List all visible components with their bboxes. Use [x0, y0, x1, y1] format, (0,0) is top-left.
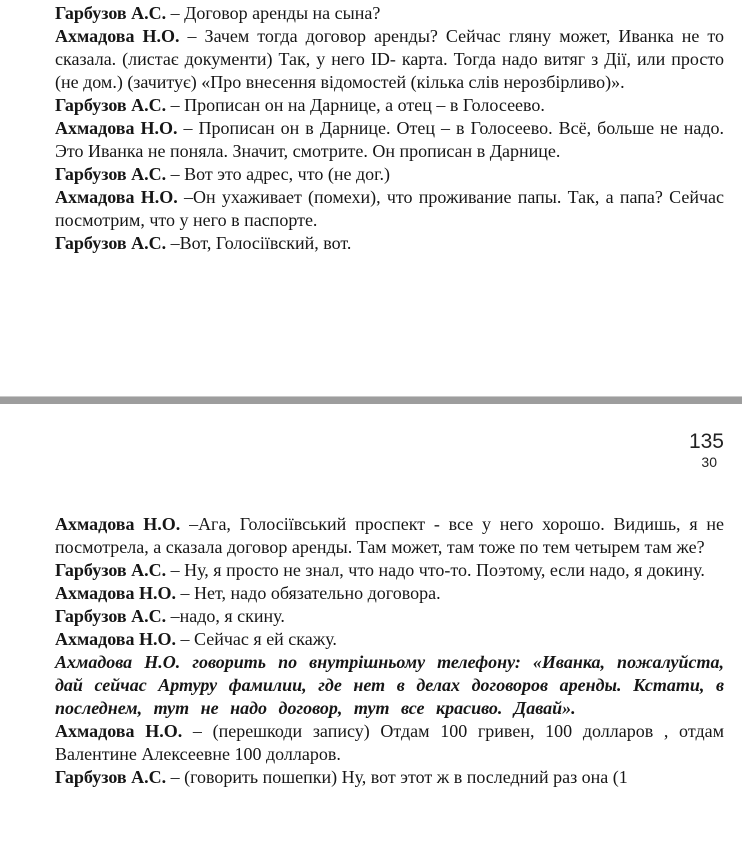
internal-phone-remark: [55, 651, 724, 720]
dialogue-paragraph: [55, 2, 724, 25]
dialogue-text: –надо, я скину.: [170, 606, 285, 626]
dialogue-text: – Прописан он в Дарнице. Отец – в Голосеево. Всё, больше не надо. Это Иванка не поняла. Значит, смотрите. Он прописан в Дарнице.: [55, 118, 724, 161]
dialogue-paragraph: [55, 232, 724, 255]
dialogue-text: – Договор аренды на сына?: [170, 3, 381, 23]
speaker-name: Гарбузов А.С.: [55, 164, 167, 184]
speaker-name: Ахмадова Н.О.: [55, 583, 177, 603]
dialogue-paragraph: [55, 559, 724, 582]
dialogue-text: – Сейчас я ей скажу.: [180, 629, 337, 649]
page2-transcript: [55, 513, 724, 789]
speaker-name: Гарбузов А.С.: [55, 560, 167, 580]
speaker-name: Гарбузов А.С.: [55, 233, 167, 253]
dialogue-text: – (говорить пошепки) Ну, вот этот ж в последний раз она (1: [170, 767, 628, 787]
dialogue-text: – Ну, я просто не знал, что надо что-то. Поэтому, если надо, я докину.: [170, 560, 705, 580]
page-number-block: [689, 430, 724, 470]
dialogue-paragraph: [55, 582, 724, 605]
dialogue-text: – (перешкоди запису) Отдам 100 гривен, 100 долларов , отдам Валентине Алексеевне 100 долларов.: [55, 721, 724, 764]
dialogue-text: – Нет, надо обязательно договора.: [180, 583, 441, 603]
speaker-name: Ахмадова Н.О.: [55, 721, 183, 741]
page-number-secondary: 30: [701, 454, 717, 470]
dialogue-paragraph: [55, 163, 724, 186]
dialogue-paragraph: [55, 628, 724, 651]
speaker-name: Ахмадова Н.О.: [55, 652, 181, 672]
speaker-name: Гарбузов А.С.: [55, 95, 167, 115]
dialogue-text: –Он ухаживает (помехи), что проживание папы. Так, а папа? Сейчас посмотрим, что у него в паспорте.: [55, 187, 725, 230]
dialogue-paragraph: [55, 25, 724, 94]
speaker-name: Гарбузов А.С.: [55, 767, 167, 787]
dialogue-paragraph: [55, 117, 724, 163]
page-number: 135: [688, 430, 724, 453]
speaker-name: Ахмадова Н.О.: [55, 26, 180, 46]
dialogue-paragraph: [55, 720, 724, 766]
dialogue-paragraph: [55, 94, 724, 117]
dialogue-paragraph: [55, 605, 724, 628]
dialogue-text: –Вот, Голосіївский, вот.: [170, 233, 352, 253]
dialogue-paragraph: [55, 513, 724, 559]
speaker-name: Гарбузов А.С.: [55, 3, 167, 23]
dialogue-paragraph: [55, 766, 724, 789]
dialogue-paragraph: [55, 186, 724, 232]
page1-transcript: [55, 2, 724, 255]
dialogue-text: – Прописан он на Дарнице, а отец – в Голосеево.: [170, 95, 545, 115]
dialogue-text: –Ага, Голосіївський проспект - все у него хорошо. Видишь, я не посмотрела, а сказала договор аренды. Там может, там тоже по тем четырем там же?: [55, 514, 724, 557]
dialogue-text: говорить по внутрішньому телефону: «Иванка, пожалуйста, дай сейчас Артуру фамилии, где нет в делах договоров аренды. Кстати, в последнем, тут не надо договор, тут все красиво. Давай».: [55, 652, 725, 718]
speaker-name: Ахмадова Н.О.: [55, 514, 181, 534]
page-break-divider: [0, 396, 742, 404]
dialogue-text: – Зачем тогда договор аренды? Сейчас гляну может, Иванка не то сказала. (листає документи) Так, у него ID- карта. Тогда надо витяг з Дії, или просто (не дом.) (зачитує) «Про внесення відомостей (кілька слів нерозбірливо)».: [55, 26, 724, 92]
speaker-name: Ахмадова Н.О.: [55, 118, 178, 138]
speaker-name: Ахмадова Н.О.: [55, 629, 177, 649]
dialogue-text: – Вот это адрес, что (не дог.): [170, 164, 390, 184]
speaker-name: Гарбузов А.С.: [55, 606, 167, 626]
speaker-name: Ахмадова Н.О.: [55, 187, 178, 207]
